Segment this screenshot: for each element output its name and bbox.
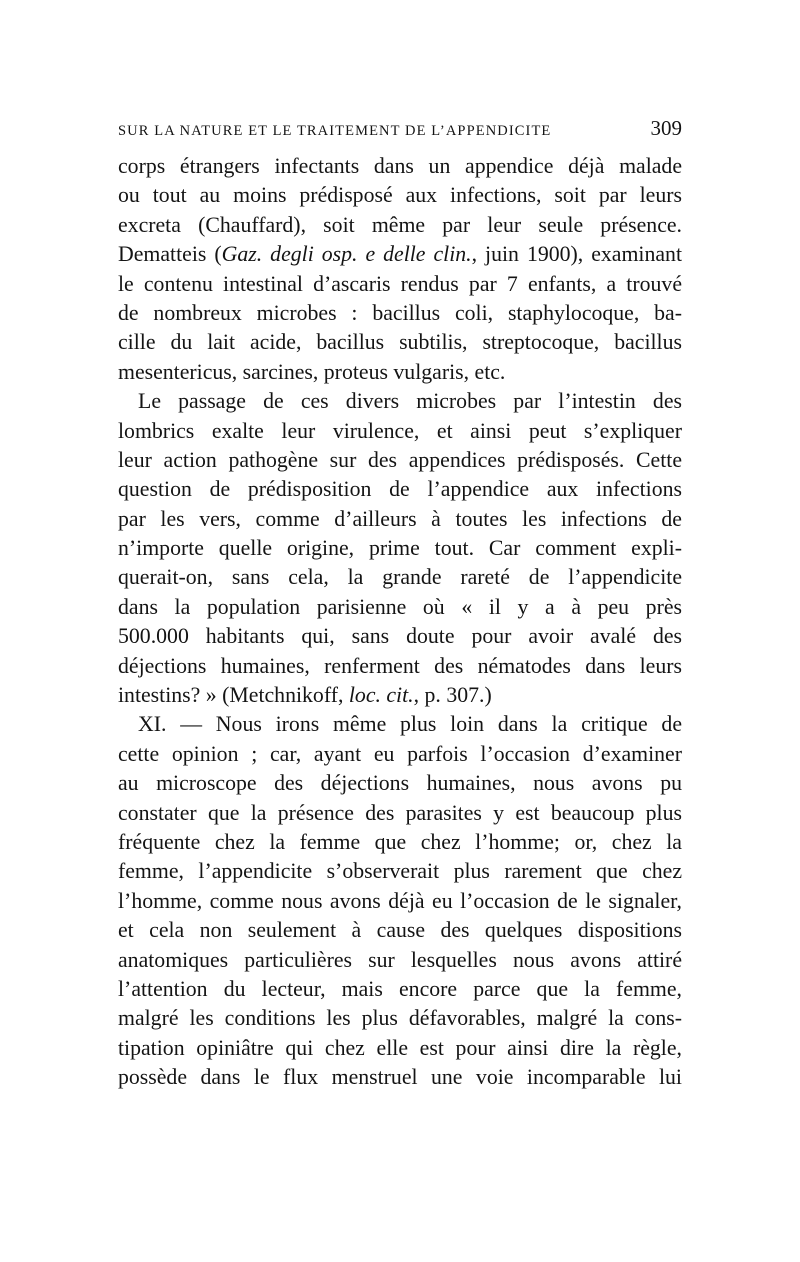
text-line: de nombreux microbes : bacillus coli, staphylocoque, ba- (118, 300, 682, 325)
text-line: déjections humaines, renferment des nématodes dans leurs (118, 653, 682, 678)
citation-italic: loc. cit. (348, 683, 414, 708)
text-line: XI. — Nous irons même plus loin dans la critique de (138, 712, 682, 737)
body-text (118, 152, 682, 1093)
text-line: corps étrangers infectants dans un appendice déjà malade (118, 154, 682, 178)
running-header (118, 116, 682, 140)
text-line: querait-on, sans cela, la grande rareté de l’appendicite (118, 565, 682, 590)
text-line (118, 681, 682, 710)
text-line: le contenu intestinal d’ascaris rendus par 7 enfants, a trouvé (118, 271, 682, 296)
text-line: femme, l’appendicite s’observerait plus rarement que chez (118, 859, 682, 884)
text-line: au microscope des déjections humaines, nous avons pu (118, 771, 682, 796)
text-line: Le passage de ces divers microbes par l’intestin des (138, 389, 682, 414)
text-line: cille du lait acide, bacillus subtilis, streptocoque, bacillus (118, 330, 682, 355)
text-line: ou tout au moins prédisposé aux infections, soit par leurs (118, 183, 682, 208)
text-line: malgré les conditions les plus défavorables, malgré la cons- (118, 1006, 682, 1031)
text-line: lombrics exalte leur virulence, et ainsi peut s’expliquer (118, 418, 682, 443)
text-line: n’importe quelle origine, prime tout. Car comment expli- (118, 536, 682, 561)
page-number: 309 (650, 116, 682, 140)
text-line: dans la population parisienne où « il y a à peu près (118, 594, 682, 619)
text-line: question de prédisposition de l’appendice aux infections (118, 477, 682, 502)
running-title: SUR LA NATURE ET LE TRAITEMENT DE L’APPENDICITE (118, 123, 552, 139)
text-line: par les vers, comme d’ailleurs à toutes les infections de (118, 506, 682, 531)
text-line: constater que la présence des parasites y est beaucoup plus (118, 800, 682, 825)
text-line: cette opinion ; car, ayant eu parfois l’occasion d’examiner (118, 741, 682, 766)
text-segment: intestins? » (Metchnikoff, (118, 683, 349, 708)
text-line: tipation opiniâtre qui chez elle est pour ainsi dire la règle, (118, 1035, 682, 1060)
text-line: l’homme, comme nous avons déjà eu l’occasion de le signaler, (118, 888, 682, 913)
text-line (118, 240, 682, 269)
text-line: mesentericus, sarcines, proteus vulgaris, etc. (118, 359, 506, 384)
text-line: fréquente chez la femme que chez l’homme; or, chez la (118, 829, 682, 854)
text-line: anatomiques particulières sur lesquelles nous avons attiré (118, 947, 682, 972)
text-line: leur action pathogène sur des appendices prédisposés. Cette (118, 447, 682, 472)
text-segment: , juin 1900), examinant (471, 242, 683, 267)
text-line: 500.000 habitants qui, sans doute pour avoir avalé des (118, 624, 682, 649)
text-segment: , p. 307.) (413, 683, 492, 708)
citation-italic: Gaz. degli osp. e delle clin. (221, 242, 472, 267)
text-segment: Dematteis ( (118, 242, 222, 267)
text-line: possède dans le flux menstruel une voie incomparable lui (118, 1065, 682, 1090)
text-line: et cela non seulement à cause des quelques dispositions (118, 918, 682, 943)
text-line: l’attention du lecteur, mais encore parce que la femme, (118, 976, 682, 1001)
text-line: excreta (Chauffard), soit même par leur seule présence. (118, 212, 682, 237)
